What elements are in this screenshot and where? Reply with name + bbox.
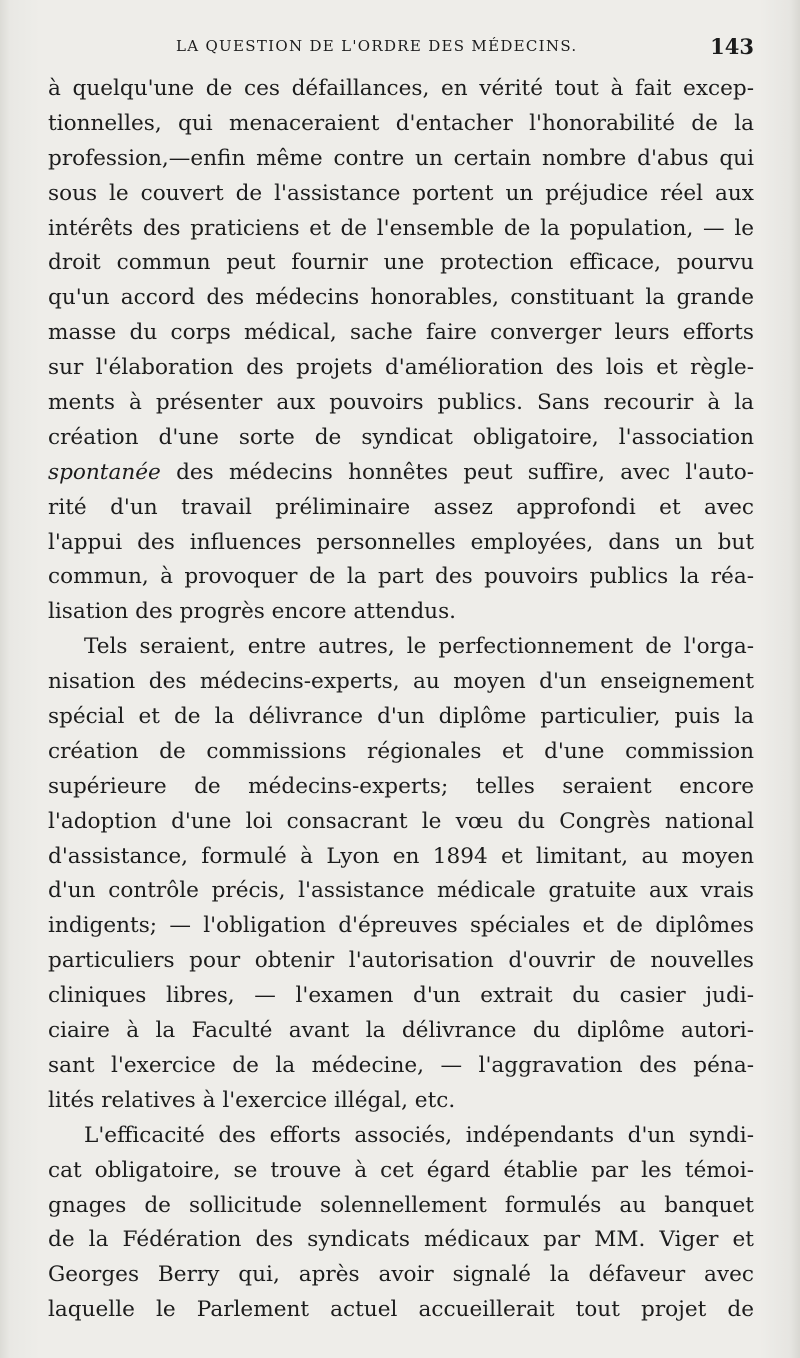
text-line: de la Fédération des syndicats médicaux par MM. Viger et: [48, 1227, 754, 1253]
text-line: masse du corps médical, sache faire converger leurs efforts: [48, 320, 754, 346]
text-line: sur l'élaboration des projets d'amélioration des lois et règle-: [48, 355, 754, 381]
text-line: sant l'exercice de la médecine, — l'aggravation des péna-: [48, 1052, 754, 1078]
text-line: rité d'un travail préliminaire assez approfondi et avec: [48, 494, 754, 520]
text-line: indigents; — l'obligation d'épreuves spéciales et de diplômes: [48, 913, 754, 939]
text-line: d'un contrôle précis, l'assistance médicale gratuite aux vrais: [48, 878, 754, 904]
page-number: 143: [710, 34, 754, 59]
text-line: intérêts des praticiens et de l'ensemble de la population, — le: [48, 215, 754, 241]
text-line: cliniques libres, — l'examen d'un extrait du casier judi-: [48, 983, 754, 1009]
emphasis: spontanée: [48, 459, 161, 485]
text-line: gnages de sollicitude solennellement formulés au banquet: [48, 1192, 754, 1218]
text-line: profession,—enfin même contre un certain nombre d'abus qui: [48, 145, 754, 171]
text-line: Tels seraient, entre autres, le perfectionnement de l'orga-: [84, 634, 754, 660]
text-line: l'appui des influences personnelles employées, dans un but: [48, 529, 754, 555]
text-line: tionnelles, qui menaceraient d'entacher l'honorabilité de la: [48, 110, 754, 136]
text-line: qu'un accord des médecins honorables, constituant la grande: [48, 285, 754, 311]
text-line: supérieure de médecins-experts; telles seraient encore: [48, 773, 754, 799]
text-line: particuliers pour obtenir l'autorisation d'ouvrir de nouvelles: [48, 948, 754, 974]
text-line: L'efficacité des efforts associés, indépendants d'un syndi-: [84, 1122, 754, 1148]
paragraph: [48, 1119, 754, 1328]
text-line: sous le couvert de l'assistance portent un préjudice réel aux: [48, 180, 754, 206]
text-line: laquelle le Parlement actuel accueillerait tout projet de: [48, 1297, 754, 1323]
text-line: d'assistance, formulé à Lyon en 1894 et limitant, au moyen: [48, 843, 754, 869]
paragraph: [48, 630, 754, 1118]
paragraph: [48, 72, 754, 630]
text-line: lités relatives à l'exercice illégal, etc.: [48, 1087, 456, 1113]
text-line: cat obligatoire, se trouve à cet égard établie par les témoi-: [48, 1157, 754, 1183]
text-line: création d'une sorte de syndicat obligatoire, l'association: [48, 424, 754, 450]
text-line: Georges Berry qui, après avoir signalé la défaveur avec: [48, 1262, 754, 1288]
text-line: à quelqu'une de ces défaillances, en vérité tout à fait excep-: [48, 76, 754, 101]
text-line: nisation des médecins-experts, au moyen d'un enseignement: [48, 669, 754, 695]
text-line: ments à présenter aux pouvoirs publics. Sans recourir à la: [48, 390, 754, 416]
body-text: [48, 72, 754, 1328]
page-header: [48, 34, 754, 64]
text-line: commun, à provoquer de la part des pouvoirs publics la réa-: [48, 564, 754, 590]
text-line: l'adoption d'une loi consacrant le vœu du Congrès national: [48, 808, 754, 834]
text-line: droit commun peut fournir une protection efficace, pourvu: [48, 250, 754, 276]
text-line: création de commissions régionales et d'une commission: [48, 738, 754, 764]
text-line: ciaire à la Faculté avant la délivrance du diplôme autori-: [48, 1018, 754, 1044]
running-head: LA QUESTION DE L'ORDRE DES MÉDECINS.: [176, 37, 578, 55]
text-line: spécial et de la délivrance d'un diplôme particulier, puis la: [48, 704, 754, 730]
text-line: spontanée des médecins honnêtes peut suffire, avec l'auto-: [48, 459, 754, 485]
text-line: lisation des progrès encore attendus.: [48, 599, 457, 625]
